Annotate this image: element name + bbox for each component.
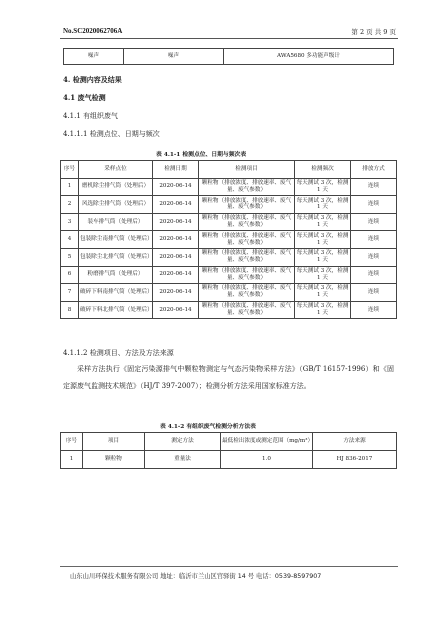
emission-mode: 连续 (351, 178, 397, 196)
test-item: 颗粒物（排放浓度、排放速率、废气量、废气参数） (199, 231, 295, 249)
test-frequency: 每天测试 3 次，检测 1 天 (295, 266, 351, 284)
sampling-point: 磨机除尘排气筒（处理后） (79, 178, 153, 196)
table-row (61, 248, 397, 266)
sampling-points-table (60, 160, 397, 319)
method-source: HJ 836-2017 (313, 451, 397, 469)
footer-divider (60, 566, 398, 567)
page-number: 第 2 页 共 9 页 (351, 28, 396, 36)
header-cell: 序号 (61, 433, 83, 451)
table-row (61, 178, 397, 196)
section-heading-4: 4. 检测内容及结果 (63, 75, 122, 84)
row-number: 4 (61, 231, 79, 249)
table-row (64, 49, 394, 65)
header-cell: 项目 (83, 433, 145, 451)
table-header-row (61, 433, 397, 451)
header-cell: 测定方法 (145, 433, 221, 451)
row-number: 6 (61, 266, 79, 284)
test-item: 颗粒物（排放浓度、排放速率、废气量、废气参数） (199, 248, 295, 266)
test-item: 颗粒物（排放浓度、排放速率、废气量、废气参数） (199, 213, 295, 231)
test-date: 2020-06-14 (153, 248, 199, 266)
row-number: 1 (61, 451, 83, 469)
table-row (61, 196, 397, 214)
section-heading-4-1-1: 4.1.1 有组织废气 (63, 112, 119, 120)
table-header-row (61, 161, 397, 179)
header-divider (60, 38, 398, 39)
sampling-point: 破碎下料南排气筒（处理后） (79, 284, 153, 302)
table-row (61, 284, 397, 302)
noise-equipment-table (63, 48, 394, 65)
header-cell: 检测项目 (199, 161, 295, 179)
report-number: No.SC2020062706A (63, 27, 123, 35)
sampling-point: 破碎下料北排气筒（处理后） (79, 301, 153, 319)
header-cell: 采样点位 (79, 161, 153, 179)
section-heading-4-1-1-2: 4.1.1.2 检测项目、方法及方法来源 (63, 349, 174, 357)
header-cell: 最低检出浓度或测定范围（mg/m³） (221, 433, 313, 451)
test-date: 2020-06-14 (153, 178, 199, 196)
row-number: 3 (61, 213, 79, 231)
test-date: 2020-06-14 (153, 213, 199, 231)
header-cell: 方法来源 (313, 433, 397, 451)
test-date: 2020-06-14 (153, 196, 199, 214)
test-frequency: 每天测试 3 次，检测 1 天 (295, 248, 351, 266)
method-paragraph: 采样方法执行《固定污染源排气中颗粒物测定与气态污染物采样方法》（GB/T 16157-1996）和《固定源废气监测技术规范》（HJ/T 397-2007）；检测分析方法采用国家标准方法。 (63, 365, 394, 390)
section-heading-4-1-1-1: 4.1.1.1 检测点位、日期与频次 (63, 130, 160, 138)
table-cell: AWA5680 多功能声级计 (224, 49, 394, 65)
table-row (61, 301, 397, 319)
test-item: 颗粒物（排放浓度、排放速率、废气量、废气参数） (199, 301, 295, 319)
emission-mode: 连续 (351, 213, 397, 231)
emission-mode: 连续 (351, 231, 397, 249)
table-row (61, 451, 397, 469)
emission-mode: 连续 (351, 248, 397, 266)
header-cell: 检测频次 (295, 161, 351, 179)
row-number: 1 (61, 178, 79, 196)
sampling-point: 粉磨排气筒（处理后） (79, 266, 153, 284)
row-number: 8 (61, 301, 79, 319)
table2-caption: 表 4.1-2 有组织废气检测分析方法表 (160, 424, 256, 430)
test-date: 2020-06-14 (153, 266, 199, 284)
test-frequency: 每天测试 3 次，检测 1 天 (295, 231, 351, 249)
test-date: 2020-06-14 (153, 284, 199, 302)
company-footer: 山东山川环保技术服务有限公司 地址：临沂市兰山区官驿街 14 号 电话：0539-8597907 (70, 573, 322, 580)
test-item: 颗粒物（排放浓度、排放速率、废气量、废气参数） (199, 196, 295, 214)
sampling-point: 风选除尘排气筒（处理后） (79, 196, 153, 214)
test-frequency: 每天测试 3 次，检测 1 天 (295, 284, 351, 302)
test-item: 颗粒物（排放浓度、排放速率、废气量、废气参数） (199, 284, 295, 302)
header-cell: 序号 (61, 161, 79, 179)
sampling-point: 包装除尘北排气筒（处理后） (79, 248, 153, 266)
analysis-method-table (60, 432, 397, 469)
row-number: 7 (61, 284, 79, 302)
test-frequency: 每天测试 3 次，检测 1 天 (295, 213, 351, 231)
row-number: 5 (61, 248, 79, 266)
table-cell: 噪声 (64, 49, 124, 65)
emission-mode: 连续 (351, 196, 397, 214)
table-row (61, 213, 397, 231)
test-date: 2020-06-14 (153, 301, 199, 319)
test-frequency: 每天测试 3 次，检测 1 天 (295, 178, 351, 196)
test-frequency: 每天测试 3 次，检测 1 天 (295, 196, 351, 214)
header-cell: 排放方式 (351, 161, 397, 179)
table-row (61, 231, 397, 249)
table-row (61, 266, 397, 284)
table1-caption: 表 4.1-1 检测点位、日期与频次表 (156, 152, 247, 158)
sampling-point: 包装除尘南排气筒（处理后） (79, 231, 153, 249)
test-date: 2020-06-14 (153, 231, 199, 249)
analysis-method: 重量法 (145, 451, 221, 469)
header-cell: 检测日期 (153, 161, 199, 179)
detection-limit: 1.0 (221, 451, 313, 469)
sampling-point: 装车排气筒（处理后） (79, 213, 153, 231)
row-number: 2 (61, 196, 79, 214)
emission-mode: 连续 (351, 301, 397, 319)
test-frequency: 每天测试 3 次，检测 1 天 (295, 301, 351, 319)
section-heading-4-1: 4.1 废气检测 (63, 93, 106, 102)
table-cell: 噪声 (124, 49, 224, 65)
emission-mode: 连续 (351, 284, 397, 302)
test-item: 颗粒物（排放浓度、排放速率、废气量、废气参数） (199, 178, 295, 196)
emission-mode: 连续 (351, 266, 397, 284)
analyte: 颗粒物 (83, 451, 145, 469)
test-item: 颗粒物（排放浓度、排放速率、废气量、废气参数） (199, 266, 295, 284)
